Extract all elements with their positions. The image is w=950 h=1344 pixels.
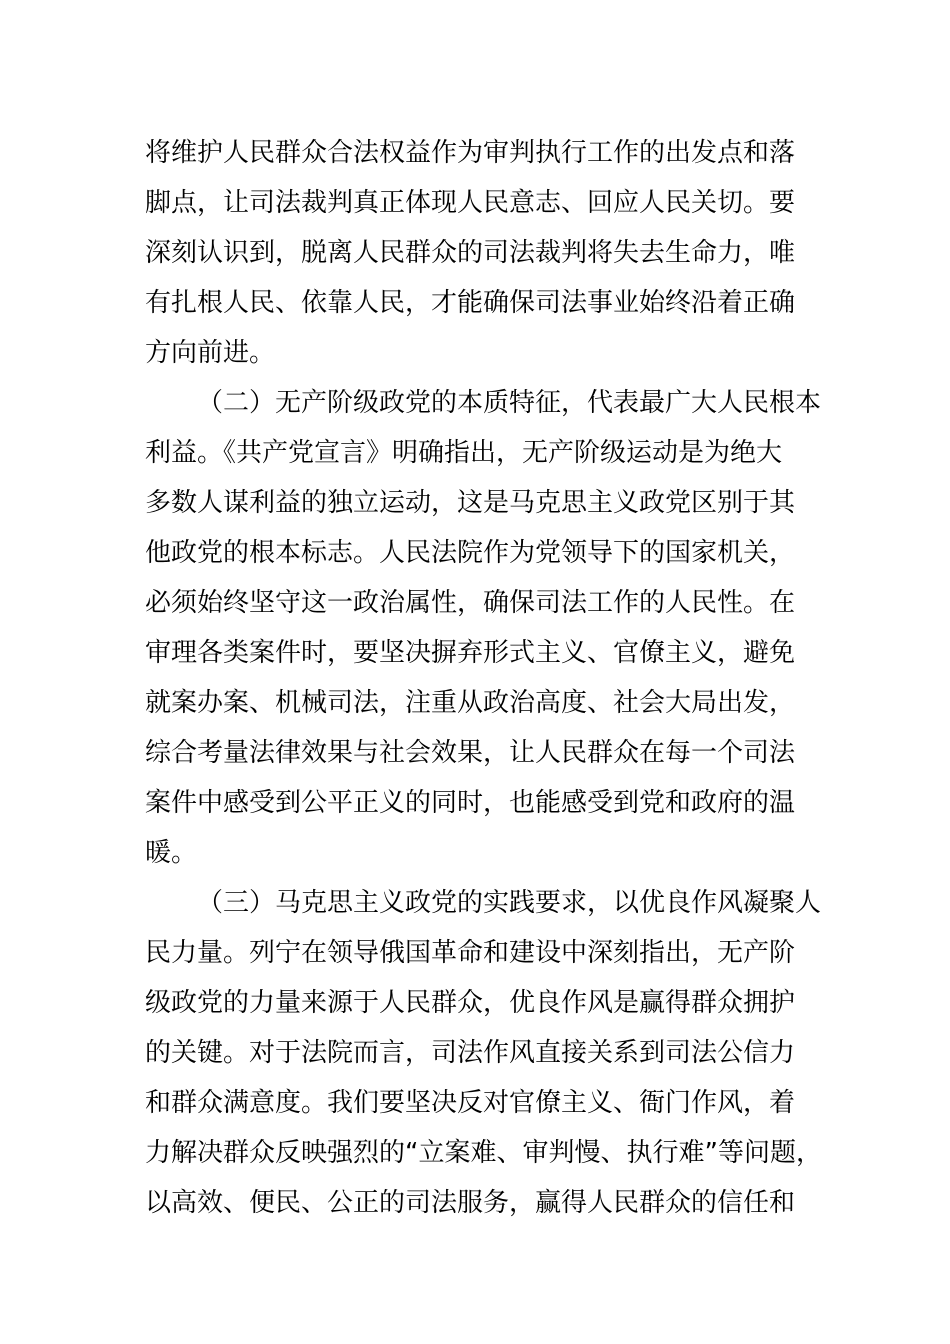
paragraph-line: 以高效、便民、公正的司法服务，赢得人民群众的信任和 bbox=[145, 1188, 796, 1218]
paragraph-line: 方向前进。 bbox=[145, 338, 276, 368]
paragraph-line: 他政党的根本标志。人民法院作为党领导下的国家机关， bbox=[145, 538, 796, 568]
paragraph-line: 必须始终坚守这一政治属性，确保司法工作的人民性。在 bbox=[145, 588, 796, 618]
paragraph-line: 多数人谋利益的独立运动，这是马克思主义政党区别于其 bbox=[145, 488, 796, 518]
document-body bbox=[145, 128, 822, 1228]
paragraph-line: 将维护人民群众合法权益作为审判执行工作的出发点和落 bbox=[145, 138, 796, 168]
paragraph-line: （三）马克思主义政党的实践要求，以优良作风凝聚人 bbox=[197, 888, 822, 918]
paragraph-line: 有扎根人民、依靠人民，才能确保司法事业始终沿着正确 bbox=[145, 288, 796, 318]
paragraph-line: 脚点，让司法裁判真正体现人民意志、回应人民关切。要 bbox=[145, 188, 796, 218]
paragraph-3 bbox=[145, 878, 822, 1228]
paragraph-line: 力解决群众反映强烈的“立案难、审判慢、执行难”等问题， bbox=[145, 1138, 822, 1168]
paragraph-line: 案件中感受到公平正义的同时，也能感受到党和政府的温 bbox=[145, 788, 796, 818]
paragraph-line: （二）无产阶级政党的本质特征，代表最广大人民根本 bbox=[197, 388, 822, 418]
paragraph-line: 暖。 bbox=[145, 838, 198, 868]
paragraph-line: 民力量。列宁在领导俄国革命和建设中深刻指出，无产阶 bbox=[145, 938, 796, 968]
paragraph-line: 的关键。对于法院而言，司法作风直接关系到司法公信力 bbox=[145, 1038, 796, 1068]
paragraph-line: 深刻认识到，脱离人民群众的司法裁判将失去生命力，唯 bbox=[145, 238, 796, 268]
paragraph-line: 审理各类案件时，要坚决摒弃形式主义、官僚主义，避免 bbox=[145, 638, 796, 668]
paragraph-line: 利益。《共产党宣言》明确指出，无产阶级运动是为绝大 bbox=[145, 438, 783, 468]
paragraph-2 bbox=[145, 378, 822, 878]
paragraph-line: 和群众满意度。我们要坚决反对官僚主义、衙门作风，着 bbox=[145, 1088, 796, 1118]
paragraph-line: 就案办案、机械司法，注重从政治高度、社会大局出发， bbox=[145, 688, 796, 718]
paragraph-line: 综合考量法律效果与社会效果，让人民群众在每一个司法 bbox=[145, 738, 796, 768]
paragraph-1 bbox=[145, 128, 805, 378]
paragraph-line: 级政党的力量来源于人民群众，优良作风是赢得群众拥护 bbox=[145, 988, 796, 1018]
